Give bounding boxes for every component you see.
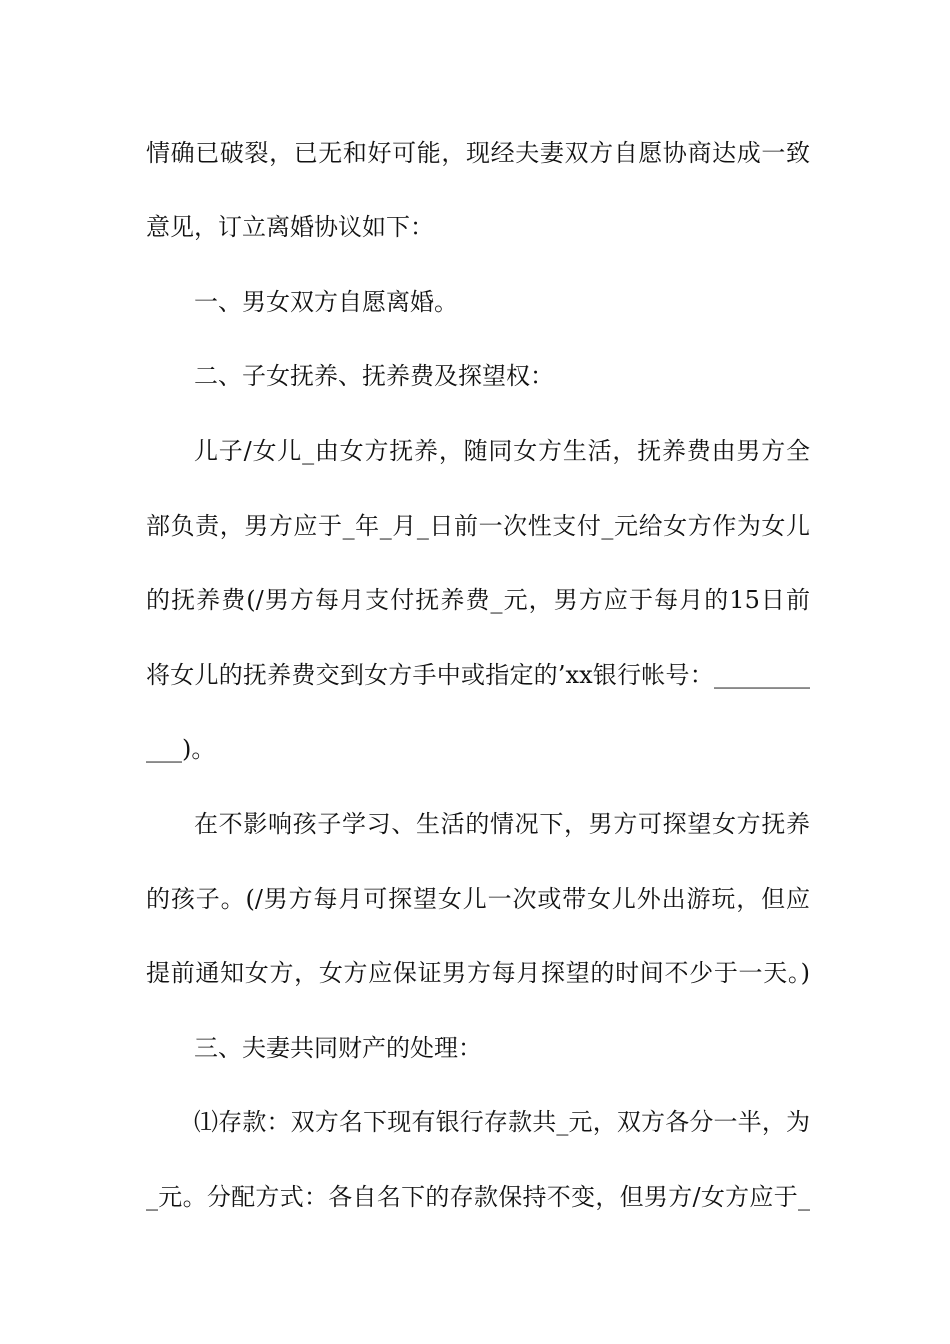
paragraph-line: 在不影响孩子学习、生活的情况下，男方可探望女方抚养 — [194, 810, 810, 838]
paragraph-line: 的孩子。(/男方每月可探望女儿一次或带女儿外出游玩，但应 — [146, 885, 810, 913]
paragraph-line: 提前通知女方，女方应保证男方每月探望的时间不少于一天。) — [146, 959, 810, 987]
paragraph-line: _元。分配方式：各自名下的存款保持不变，但男方/女方应于_ — [146, 1183, 810, 1211]
paragraph-line: 的抚养费(/男方每月支付抚养费_元，男方应于每月的15日前 — [146, 586, 810, 614]
paragraph-line: 情确已破裂，已无和好可能，现经夫妻双方自愿协商达成一致 — [146, 139, 810, 167]
paragraph-line: ___)。 — [146, 735, 216, 763]
paragraph-line: 儿子/女儿_由女方抚养，随同女方生活，抚养费由男方全 — [194, 437, 810, 465]
paragraph-line: ⑴存款：双方名下现有银行存款共_元，双方各分一半，为 — [194, 1108, 810, 1136]
paragraph-line: 意见，订立离婚协议如下： — [146, 213, 434, 241]
section-heading: 三、夫妻共同财产的处理： — [194, 1034, 482, 1062]
section-heading: 一、男女双方自愿离婚。 — [194, 288, 458, 316]
paragraph-line: 将女儿的抚养费交到女方手中或指定的’xx银行帐号：________ — [146, 661, 810, 689]
section-heading: 二、子女抚养、抚养费及探望权： — [194, 362, 554, 390]
paragraph-line: 部负责，男方应于_年_月_日前一次性支付_元给女方作为女儿 — [146, 512, 810, 540]
